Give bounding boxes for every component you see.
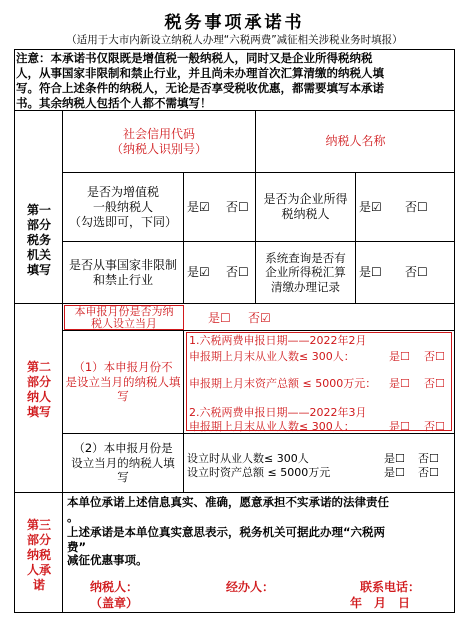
period2-employees-no[interactable]: 否☐: [424, 420, 445, 433]
q-nonrestricted-industry: [63, 242, 183, 303]
setup-month-label: [63, 434, 183, 492]
not-setup-month-line: 是设立当月的纳税人填: [65, 374, 181, 389]
setup-assets: 设立时资产总额 ≤ 5000万元: [187, 466, 331, 479]
setup-month-question: [64, 305, 184, 330]
period1-employees-yes[interactable]: 是☐: [389, 350, 410, 363]
phone-label: 联系电话：: [360, 580, 421, 594]
setup-employees: 设立时从业人数≤ 300人: [187, 452, 309, 465]
q-corporate-line: 税纳税人: [281, 207, 330, 221]
notice-line: 书。其余纳税人包括个人都不需填写！: [16, 96, 212, 110]
credit-code-sublabel: （纳税人识别号）: [110, 141, 207, 156]
handler-label: 经办人：: [226, 580, 275, 594]
period1-assets-no[interactable]: 否☐: [424, 377, 445, 390]
section1-label: 第一部分税务机关填写: [26, 203, 51, 277]
period1-assets: 申报期上月末资产总额 ≤ 5000万元：: [189, 377, 377, 390]
credit-code-header: [63, 111, 255, 172]
notice-line: 人，从事国家非限制和禁止行业，并且尚未办理首次汇算清缴的纳税人填: [16, 66, 384, 80]
period2-title: 2.六税两费申报日期——2022年3月: [189, 406, 367, 419]
q2-yes-checkbox[interactable]: 是☑: [359, 200, 382, 214]
q-corporate-line: 是否为企业所得: [263, 192, 348, 206]
document-subtitle: （适用于大市内新设立纳税人办理“六税两费”减征相关涉税业务时填报）: [66, 34, 403, 46]
setup-month-line: 写: [117, 470, 129, 485]
not-setup-month-label: [63, 331, 183, 433]
col-divider: [355, 172, 356, 303]
setup-month-question-line: 税人设立当月: [91, 316, 157, 330]
commitment-line-end: 。: [67, 510, 79, 524]
notice-line: 写。符合上述条件的纳税人，无论是否享受税收优惠，都需要填写本承诺: [16, 81, 384, 95]
q-industry-line: 和禁止行业: [92, 272, 153, 287]
q2-no-checkbox[interactable]: 否☐: [405, 200, 428, 214]
q1-yes-checkbox[interactable]: 是☑: [187, 200, 210, 214]
setup-month-question-line: 本申报月份是否为纳: [74, 304, 174, 318]
commitment-line: 本单位承诺上述信息真实、准确，愿意承担不实承诺的法律责任: [67, 495, 389, 509]
period2-employees-yes[interactable]: 是☐: [389, 420, 410, 433]
q3-no-checkbox[interactable]: 否☐: [226, 265, 249, 279]
seal-label: （盖章）: [90, 596, 139, 610]
period1-employees: 申报期上月末从业人数≤ 300人：: [189, 350, 355, 363]
credit-code-label: 社会信用代码: [122, 126, 195, 141]
q4-no-checkbox[interactable]: 否☐: [405, 265, 428, 279]
setup-month-yes-checkbox[interactable]: 是☐: [208, 311, 231, 325]
q-general-taxpayer-line: 是否为增值税: [86, 184, 159, 199]
col-divider: [183, 172, 184, 303]
commitment-line: 减征优惠事项。: [67, 553, 148, 567]
q-general-taxpayer: [63, 173, 183, 241]
taxpayer-signature-label: 纳税人：: [90, 580, 139, 594]
commitment-line: 上述承诺是本单位真实意思表示，税务机关可据此办理“六税两: [67, 525, 386, 539]
not-setup-month-line: 写: [117, 389, 129, 404]
q4-yes-checkbox[interactable]: 是☐: [359, 265, 382, 279]
q-general-taxpayer-line: 一般纳税人: [92, 199, 153, 214]
date-label: 年 月 日: [350, 596, 411, 610]
setup-employees-yes[interactable]: 是☐: [384, 452, 405, 465]
period1-employees-no[interactable]: 否☐: [424, 350, 445, 363]
setup-assets-yes[interactable]: 是☐: [384, 466, 405, 479]
q-settlement-line: 企业所得税汇算: [265, 265, 346, 280]
q-corporate-income-taxpayer: [256, 173, 355, 241]
row-divider: [14, 303, 455, 304]
notice-line: 注意：本承诺书仅限既是增值税一般纳税人，同时又是企业所得税纳税: [16, 51, 373, 65]
section2-label: 第二部分纳人填写: [26, 360, 51, 419]
setup-employees-no[interactable]: 否☐: [418, 452, 439, 465]
q-general-taxpayer-note: （勾选即可，下同）: [68, 214, 177, 229]
q-settlement-line: 清缴办理记录: [271, 279, 340, 294]
taxpayer-name-header: 纳税人名称: [325, 134, 386, 148]
period1-title: 1.六税两费申报日期——2022年2月: [189, 334, 367, 347]
period1-assets-yes[interactable]: 是☐: [389, 377, 410, 390]
q1-no-checkbox[interactable]: 否☐: [226, 200, 249, 214]
q3-yes-checkbox[interactable]: 是☑: [187, 265, 210, 279]
notice-block: [16, 51, 454, 111]
period2-employees: 申报期上月末从业人数≤ 300人：: [189, 420, 355, 433]
setup-assets-no[interactable]: 否☐: [418, 466, 439, 479]
commitment-line: 费”: [67, 540, 87, 554]
setup-month-line: （2）本申报月份是: [73, 441, 173, 456]
q-settlement-line: 系统查询是否有: [265, 250, 346, 265]
not-setup-month-line: （1）本申报月份不: [73, 360, 173, 375]
row-divider: [14, 492, 455, 493]
section3-label: 第三部分纳税人承诺: [26, 518, 51, 592]
col-divider: [183, 330, 184, 492]
q-industry-line: 是否从事国家非限制: [68, 257, 177, 272]
setup-month-no-checkbox[interactable]: 否☑: [248, 311, 271, 325]
document-title: 税务事项承诺书: [164, 13, 305, 33]
setup-month-line: 设立当月的纳税人填: [71, 455, 175, 470]
q-settlement-record: [256, 242, 355, 303]
